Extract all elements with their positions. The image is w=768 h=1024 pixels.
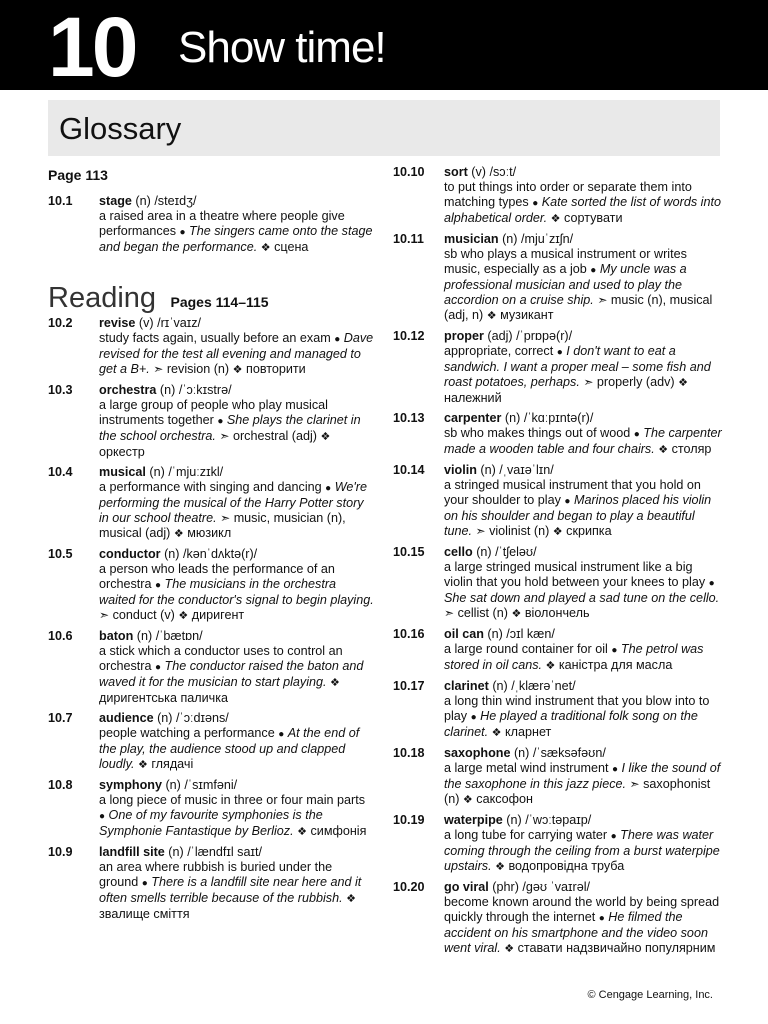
entry-ipa: /ɔɪl kæn/ [506,627,555,641]
entry-word: go viral [444,880,489,894]
glossary-entry [48,465,374,542]
diamond-icon: ❖ [260,242,271,254]
entry-translation: віолончель [524,606,590,620]
entry-ipa: /steɪdʒ/ [154,194,197,208]
entry-definition: appropriate, correct [444,344,554,358]
entry-ipa: /ˈwɔːtəpaɪp/ [525,813,592,827]
diamond-icon: ❖ [137,759,148,771]
entry-number: 10.6 [48,629,73,643]
bullet-icon: ● [217,416,224,427]
glossary-entry [393,813,723,875]
entry-translation: сцена [274,240,309,254]
diamond-icon: ❖ [658,444,669,456]
entry-pos: (n) [136,629,153,643]
entry-translation: столяр [671,442,712,456]
diamond-icon: ❖ [178,610,189,622]
entry-translation: кларнет [504,725,552,739]
entry-definition: people watching a performance [99,726,275,740]
entry-definition: a large round container for oil [444,642,608,656]
entry-word: audience [99,711,154,725]
arrow-icon: ➣ [597,293,608,307]
entry-related: conduct (v) [112,608,175,622]
entry-example: There was water coming through the ceiling from a burst waterpipe upstairs. [444,828,720,873]
entry-ipa: /rɪˈvaɪz/ [157,316,202,330]
entry-definition: an area where rubbish is buried under the ground [99,860,333,889]
copyright-footer: © Cengage Learning, Inc. [587,989,713,1001]
entry-definition: a raised area in a theatre where people give performances [99,209,345,238]
section-heading [48,283,374,313]
diamond-icon: ❖ [462,794,473,806]
glossary-title: Glossary [59,111,182,146]
bullet-icon: ● [611,645,618,656]
entry-example: He played a traditional folk song on the clarinet. [444,709,698,739]
entry-pos: (n) [135,194,151,208]
entry-translation: ставати надзвичайно популярним [517,941,716,955]
entry-word: waterpipe [444,813,503,827]
bullet-icon: ● [278,729,285,740]
arrow-icon: ➣ [219,429,230,443]
entry-related: orchestral (adj) [232,429,317,443]
glossary-entry [393,411,723,458]
arrow-icon: ➣ [444,606,455,620]
entry-ipa: /ˈɔːkɪstrə/ [178,383,232,397]
left-entry-list [48,316,374,922]
entry-definition: a long thin wind instrument that you blow into to play [444,694,710,723]
entry-example: At the end of the play, the audience stood up and clapped loudly. [99,726,360,771]
entry-number: 10.12 [393,329,425,343]
entry-example: Marinos placed his violin on his shoulder and began to play a beautiful tune. [444,493,712,538]
bullet-icon: ● [179,227,186,238]
diamond-icon: ❖ [330,677,340,689]
entry-pos: (n) [513,746,530,760]
glossary-entry [48,629,374,706]
entry-ipa: /mjuˈzɪʃn/ [521,232,574,246]
entry-number: 10.20 [393,880,425,894]
entry-definition: a long tube for carrying water [444,828,608,842]
entry-definition: a person who leads the performance of an orchestra [99,562,335,591]
entry-word: orchestra [99,383,157,397]
entry-number: 10.2 [48,316,73,330]
bullet-icon: ● [633,429,640,440]
entry-pos: (n) [476,545,492,559]
bullet-icon: ● [564,496,571,507]
entry-pos: (v) [138,316,154,330]
entry-example: She sat down and played a sad tune on the cello. [444,591,720,605]
entry-number: 10.4 [48,465,73,479]
diamond-icon: ❖ [550,213,561,225]
entry-number: 10.5 [48,547,73,561]
bullet-icon: ● [155,662,162,673]
entry-pos: (adj) [487,329,513,343]
entry-translation: сортувати [564,211,623,225]
entry-definition: a stringed musical instrument that you hold on your shoulder to play [444,478,701,507]
entry-ipa: /sɔːt/ [489,165,517,179]
glossary-entry [393,545,723,622]
bullet-icon: ● [325,483,332,494]
entry-translation: глядачі [151,757,194,771]
glossary-entry [393,679,723,741]
entry-related: music, musician (n), musical (adj) [99,511,346,540]
diamond-icon: ❖ [173,528,184,540]
diamond-icon: ❖ [486,310,497,322]
entry-word: landfill site [99,845,165,859]
entry-example: My uncle was a professional musician and used to play the accordion on a cruise ship. [444,262,687,307]
entry-number: 10.16 [393,627,425,641]
right-column [393,165,723,962]
entry-related: revision (n) [166,362,230,376]
glossary-entry [48,778,374,840]
diamond-icon: ❖ [511,608,522,620]
entry-example: The musicians in the orchestra waited for the conductor's signal to begin playing. [99,577,374,607]
glossary-entry [48,547,374,624]
entry-definition: to put things into order or separate them into matching types [444,180,692,209]
entry-number: 10.11 [393,232,424,246]
entry-ipa: /kənˈdʌktə(r)/ [182,547,258,561]
entry-related: cellist (n) [457,606,508,620]
entry-ipa: /ˈbætɒn/ [155,629,203,643]
entry-ipa: /ˈlændfɪl saɪt/ [187,845,262,859]
entry-ipa: /ˈsɪmfəni/ [184,778,238,792]
entry-number: 10.3 [48,383,73,397]
entry-pos: (n) [487,627,503,641]
entry-word: stage [99,194,132,208]
entry-ipa: /ˈsæksəfəʊn/ [532,746,606,760]
arrow-icon: ➣ [153,362,164,376]
glossary-entry [48,845,374,922]
entry-number: 10.8 [48,778,73,792]
entry-ipa: /ˈmjuːzɪkl/ [168,465,224,479]
entry-example: The singers came onto the stage and began the performance. [99,224,373,254]
arrow-icon: ➣ [629,777,640,791]
entry-translation: симфонія [310,824,367,838]
bullet-icon: ● [590,265,597,276]
entry-pos: (n) [506,813,522,827]
entry-definition: become known around the world by being spread quickly through the internet [444,895,720,924]
entry-pos: (n) [168,845,184,859]
entry-number: 10.19 [393,813,425,827]
glossary-entry [393,329,723,406]
diamond-icon: ❖ [552,526,563,538]
entry-definition: study facts again, usually before an exam [99,331,331,345]
entry-pos: (n) [165,778,181,792]
entry-translation: повторити [246,362,306,376]
entry-number: 10.10 [393,165,425,179]
entry-word: revise [99,316,136,330]
entry-number: 10.18 [393,746,425,760]
entry-number: 10.13 [393,411,425,425]
bullet-icon: ● [598,913,605,924]
pre-section-entries [48,194,374,256]
entry-definition: sb who plays a musical instrument or writes music, especially as a job [444,247,687,276]
entry-translation: мюзикл [187,526,232,540]
entry-translation: музикант [500,308,554,322]
entry-example: The carpenter made a wooden table and four chairs. [444,426,722,456]
glossary-entry [48,383,374,460]
entry-word: oil can [444,627,484,641]
bullet-icon: ● [99,811,106,822]
entry-example: He filmed the accident on his smartphone and the video soon went viral. [444,910,708,955]
entry-example: The petrol was stored in oil cans. [444,642,704,672]
bullet-icon: ● [556,347,563,358]
entry-word: cello [444,545,473,559]
entry-example: I like the sound of the saxophone in this jazz piece. [444,761,721,791]
arrow-icon: ➣ [475,524,486,538]
entry-translation: скрипка [566,524,612,538]
entry-word: carpenter [444,411,502,425]
entry-number: 10.15 [393,545,425,559]
entry-ipa: /ˈɔːdɪəns/ [176,711,229,725]
entry-translation: звалище сміття [99,907,190,921]
unit-header-bar [0,0,768,94]
glossary-heading-band [48,100,720,156]
entry-translation: каністра для масла [558,658,673,672]
entry-pos: (n) [492,679,508,693]
entry-definition: sb who makes things out of wood [444,426,631,440]
glossary-entry [48,711,374,773]
entry-number: 10.14 [393,463,425,477]
entry-example: Kate sorted the list of words into alphabetical order. [444,195,721,225]
entry-ipa: /ˈprɒpə(r)/ [516,329,573,343]
entry-definition: a performance with singing and dancing [99,480,322,494]
bullet-icon: ● [610,831,617,842]
entry-word: proper [444,329,484,343]
entry-pos: (n) [157,711,173,725]
entry-ipa: /ˌvaɪəˈlɪn/ [499,463,554,477]
entry-example: I don't want to eat a sandwich. I want a proper meal – some fish and roast potatoes, perhaps. [444,344,711,389]
entry-translation: диригент [191,608,245,622]
entry-word: saxophone [444,746,511,760]
bullet-icon: ● [708,578,715,589]
entry-definition: a long piece of music in three or four main parts [99,793,365,807]
entry-pos: (n) [149,465,165,479]
entry-word: musical [99,465,146,479]
unit-number: 10 [48,0,136,94]
bullet-icon: ● [141,878,148,889]
diamond-icon: ❖ [504,943,515,955]
entry-example: Dave revised for the test all evening and managed to get a B+. [99,331,374,376]
glossary-entry [48,316,374,378]
entry-definition: a large group of people who play musical instruments together [99,398,328,427]
bullet-icon: ● [470,712,477,723]
entry-number: 10.9 [48,845,73,859]
entry-definition: a large stringed musical instrument like a big violin that you hold between your knees to play [444,560,706,589]
glossary-entry [48,194,374,256]
right-entry-list [393,165,723,957]
diamond-icon: ❖ [495,861,505,873]
entry-word: sort [444,165,468,179]
bullet-icon: ● [334,334,341,345]
entry-ipa: /ˈtʃeləʊ/ [495,545,537,559]
entry-word: clarinet [444,679,489,693]
glossary-entry [393,232,723,324]
entry-pos: (n) [164,547,180,561]
entry-definition: a stick which a conductor uses to control an orchestra [99,644,343,673]
diamond-icon: ❖ [545,660,556,672]
arrow-icon: ➣ [583,375,594,389]
entry-pos: (n) [480,463,496,477]
entry-related: properly (adv) [596,375,675,389]
entry-pos: (v) [471,165,486,179]
entry-ipa: /ɡəʊ ˈvaɪrəl/ [522,880,591,894]
entry-example: We're performing the musical of the Harry Potter story in our school theatre. [99,480,367,525]
entry-ipa: /ˈkɑːpɪntə(r)/ [523,411,594,425]
entry-related: violinist (n) [489,524,550,538]
entry-pos: (n) [504,411,521,425]
entry-translation: водопровідна труба [508,859,625,873]
diamond-icon: ❖ [232,364,243,376]
entry-word: musician [444,232,499,246]
entry-pos: (n) [502,232,518,246]
section-title: Reading [48,282,157,314]
diamond-icon: ❖ [297,826,307,838]
diamond-icon: ❖ [491,727,502,739]
glossary-entry [393,627,723,674]
bullet-icon: ● [532,198,539,209]
entry-pos: (phr) [492,880,519,894]
arrow-icon: ➣ [99,608,110,622]
entry-definition: a large metal wind instrument [444,761,609,775]
diamond-icon: ❖ [346,893,356,905]
section-pages: Pages 114–115 [170,294,269,310]
bullet-icon: ● [155,580,162,591]
diamond-icon: ❖ [320,431,331,443]
glossary-entry [393,165,723,227]
entry-translation: саксофон [476,792,533,806]
bullet-icon: ● [612,764,619,775]
entry-translation: оркестр [99,445,145,459]
glossary-entry [393,463,723,540]
entry-number: 10.1 [48,194,73,208]
entry-example: There is a landfill site near here and it often smells terrible because of the rubbish. [99,875,362,905]
left-column [48,165,374,927]
entry-word: conductor [99,547,161,561]
entry-example: She plays the clarinet in the school orchestra. [99,413,361,443]
unit-title: Show time! [178,23,386,72]
entry-related: saxophonist (n) [444,777,711,806]
glossary-entry [393,880,723,957]
entry-word: baton [99,629,134,643]
entry-word: symphony [99,778,162,792]
entry-example: The conductor raised the baton and waved it for the musician to start playing. [99,659,364,689]
diamond-icon: ❖ [678,377,688,389]
page-reference: Page 113 [48,167,108,183]
entry-translation: належний [444,391,502,405]
entry-ipa: /ˌklærəˈnet/ [511,679,576,693]
entry-word: violin [444,463,477,477]
arrow-icon: ➣ [220,511,231,525]
entry-number: 10.7 [48,711,73,725]
glossary-entry [393,746,723,808]
entry-example: One of my favourite symphonies is the Symphonie Fantastique by Berlioz. [99,808,323,838]
entry-number: 10.17 [393,679,425,693]
entry-translation: диригентська паличка [99,691,229,705]
entry-related: music (n), musical (adj, n) [444,293,713,322]
entry-pos: (n) [159,383,176,397]
